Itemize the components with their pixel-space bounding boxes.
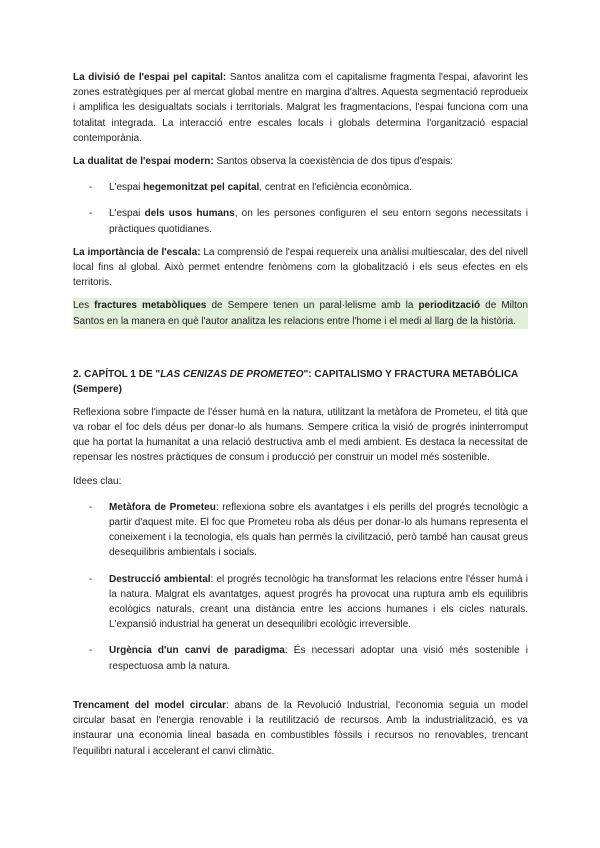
bullet-term: Metàfora de Prometeu [109, 501, 216, 513]
bullet-text: : reflexiona sobre els avantatges i els perills del progrés tecnològic a partir d'aquest mite. El foc que Prometeu roba als déus per donar-lo als humans representa el coneixement i la tecnologia, els quals han permès la civilització, però també han causat greus desequilibris ambientals i socials. [109, 501, 528, 559]
bullet-dash: - [89, 208, 93, 220]
heading-book-title: LAS CENIZAS DE PROMETEO [160, 368, 304, 380]
bullet-text: : el progrés tecnològic ha transformat les relacions entre l'ésser humà i la natura. Malgrat els avantatges, aquest progrés ha provocat una ruptura amb els equilibris ecològics naturals, creant una distància entre les accions humanes i els cicles naturals. L'expansió industrial ha generat un desequilibri ecològic irreversible. [109, 573, 528, 631]
bullet-espai-hegemonitzat [73, 180, 528, 195]
term-perioditzacio: periodització [418, 300, 481, 312]
bullet-term: Destrucció ambiental [109, 573, 211, 585]
bullet-text: , centrat en l'eficiència econòmica. [259, 182, 412, 194]
bullet-text: : És necessari adoptar una visió més sostenible i respectuosa amb la natura. [109, 645, 528, 672]
text-divisio-espai: Santos analitza com el capitalisme fragmenta l'espai, afavorint les zones estratègiques per al mercat global mentre en margina d'altres. Aquesta segmentació reprodueix i amplifica les desigualtats socials i territorials. Malgrat les fragmentacions, l'espai funciona com una totalitat integrada. La interacció entre escales locals i globals determina l'organització espacial contemporània. [73, 72, 529, 144]
paragraph-divisio-espai [73, 70, 528, 146]
bullet-dash: - [89, 182, 93, 194]
text-trencament-model: : abans de la Revolució Industrial, l'economia seguia un model circular basat en l'energia renovable i la reutilització de recursos. Amb la industrialització, es va instaurar una economia lineal basada en combustibles fòssils i recursos no renovables, trencant l'equilibri natural i accelerant el canvi climàtic. [73, 699, 528, 757]
text-importancia-escala: La comprensió de l'espai requereix una anàlisi multiescalar, des del nivell local fins al global. Això permet entendre fenòmens com la globalització i els seus efectes en els territoris. [73, 246, 528, 289]
bullet-dash: - [89, 645, 93, 657]
paragraph-intro-prometeu: Reflexiona sobre l'impacte de l'ésser humà en la natura, utilitzant la metàfora de Prometeu, el tità que va robar el foc dels déus per donar-lo als humans. Sempere critica la visió de progrés ininterromput que ha portat la humanitat a una relació destructiva amb el medi ambient. Es destaca la necessitat de repensar les nostres pràctiques de consum i producció per construir un model més sostenible. [73, 406, 528, 464]
term-trencament-model: Trencament del model circular [73, 699, 226, 711]
highlight-text: Les [73, 300, 95, 312]
highlight-text: de Milton Santos en la manera en què l'autor analitza les relacions entre l'home i el medi al llarg de la història. [73, 300, 528, 327]
term-divisio-espai: La divisió de l'espai pel capital: [73, 72, 227, 83]
bullet-term: dels usos humans [144, 208, 235, 220]
paragraph-dualitat-espai [73, 154, 528, 169]
bullet-dash: - [89, 501, 93, 513]
text-dualitat-espai: Santos observa la coexistència de dos tipus d'espais: [213, 156, 454, 168]
term-importancia-escala: La importància de l'escala: [73, 246, 201, 258]
paragraph-importancia-escala [73, 245, 528, 291]
bullet-text: L'espai [109, 208, 145, 220]
heading-part: 2. CAPÍTOL 1 DE " [73, 368, 161, 380]
document-page [73, 70, 528, 759]
bullet-metafora-prometeu [73, 500, 528, 561]
bullet-destruccio-ambiental [73, 572, 528, 633]
section-heading-capitol-1 [73, 367, 528, 397]
term-dualitat-espai: La dualitat de l'espai modern: [73, 156, 214, 168]
bullet-espai-usos-humans [73, 206, 528, 236]
heading-part: ": CAPITALISMO Y FRACTURA METABÓLICA (Sempere) [73, 368, 518, 395]
term-fractures-metaboliques: fractures metabòliques [94, 300, 207, 312]
ideas-clau-label: Idees clau: [73, 475, 122, 487]
highlight-text: de Sempere tenen un paral·lelisme amb la [206, 300, 419, 312]
paragraph-trencament-model [73, 698, 528, 759]
bullet-text: L'espai [109, 182, 144, 194]
bullet-term: Urgència d'un canvi de paradigma [109, 645, 285, 657]
bullet-dash: - [89, 573, 93, 585]
bullet-term: hegemonitzat pel capital [143, 182, 260, 194]
bullet-text: , on les persones configuren el seu entorn segons necessitats i pràctiques quotidianes. [109, 208, 529, 235]
bullet-urgencia-canvi [73, 643, 528, 673]
highlighted-paragraph-fractures [73, 298, 528, 328]
